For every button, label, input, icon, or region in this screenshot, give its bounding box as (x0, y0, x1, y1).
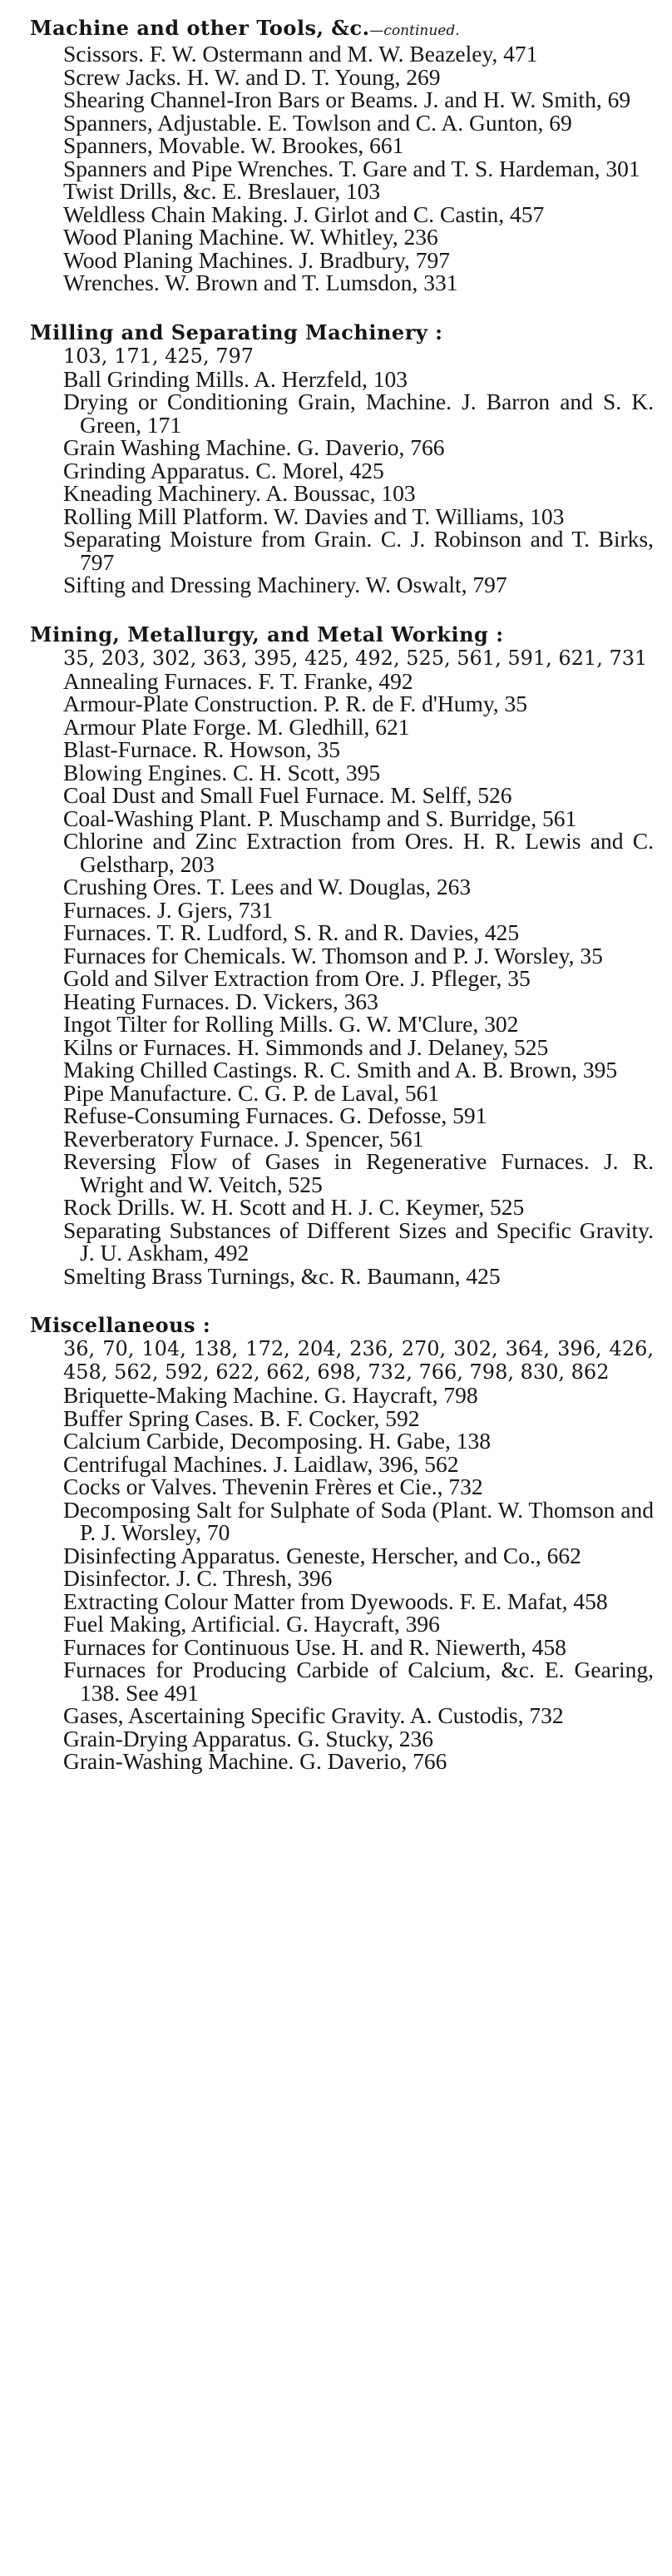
index-entry: Scissors. F. W. Ostermann and M. W. Beazeley, 471 (63, 41, 538, 67)
section-heading-text: Machine and other Tools, &c. (30, 16, 370, 40)
section-page-refs: 35, 203, 302, 363, 395, 425, 492, 525, 561, 591, 621, 731 (63, 646, 648, 670)
index-entry: Shearing Channel-Iron Bars or Beams. J. and H. W. Smith, 69 (63, 87, 631, 112)
index-entry: Screw Jacks. H. W. and D. T. Young, 269 (63, 63, 441, 90)
section-page-refs: 36, 70, 104, 138, 172, 204, 236, 270, 302, 364, 396, 426, 458, 562, 592, 622, 662, 698, 732, 766, 798, 830, 862 (63, 1337, 654, 1384)
index-entry: Making Chilled Castings. R. C. Smith and A. B. Brown, 395 (63, 1057, 618, 1082)
index-entry: Blast-Furnace. R. Howson, 35 (63, 736, 341, 762)
section-heading-text: Mining, Metallurgy, and Metal Working : (30, 622, 504, 646)
section-page-refs: 103, 171, 425, 797 (63, 344, 254, 368)
index-entry: Crushing Ores. T. Lees and W. Douglas, 263 (63, 874, 472, 899)
index-entry: Armour-Plate Construction. P. R. de F. d'Humy, 35 (63, 691, 528, 716)
index-entry: Centrifugal Machines. J. Laidlaw, 396, 562 (63, 1450, 459, 1477)
index-section (30, 17, 654, 295)
index-entry: Spanners, Movable. W. Brookes, 661 (63, 132, 404, 158)
index-entry: Coal Dust and Small Fuel Furnace. M. Selff, 526 (63, 782, 512, 808)
section-gap (30, 1287, 654, 1314)
index-entry: Coal-Washing Plant. P. Muschamp and S. Burridge, 561 (63, 805, 577, 831)
index-entry: Chlorine and Zinc Extraction from Ores. H. R. Lewis and C. Gelstharp, 203 (63, 828, 654, 877)
section-heading-text: Miscellaneous : (30, 1313, 211, 1337)
index-entry: Cocks or Valves. Thevenin Frères et Cie., 732 (63, 1474, 483, 1499)
index-entry: Rock Drills. W. H. Scott and H. J. C. Keymer, 525 (63, 1194, 525, 1220)
index-entry: Rolling Mill Platform. W. Davies and T. Williams, 103 (63, 503, 565, 529)
index-entry: Grinding Apparatus. C. Morel, 425 (63, 457, 384, 483)
index-entry: Sifting and Dressing Machinery. W. Oswalt, 797 (63, 572, 507, 597)
index-section (30, 1287, 654, 1773)
index-entry: Reversing Flow of Gases in Regenerative Furnaces. J. R. Wright and W. Veitch, 525 (63, 1148, 654, 1197)
section-heading (30, 1314, 654, 1337)
index-entry: Refuse-Consuming Furnaces. G. Defosse, 591 (63, 1102, 487, 1128)
index-section (30, 295, 654, 597)
index-entry: Armour Plate Forge. M. Gledhill, 621 (63, 713, 410, 740)
index-entry: Spanners, Adjustable. E. Towlson and C. A. Gunton, 69 (63, 109, 572, 136)
index-entry: Furnaces for Chemicals. W. Thomson and P. J. Worsley, 35 (63, 942, 603, 968)
index-entry: Grain-Drying Apparatus. G. Stucky, 236 (63, 1725, 434, 1751)
index-entry: Furnaces. T. R. Ludford, S. R. and R. Davies, 425 (63, 919, 520, 945)
index-entry: Heating Furnaces. D. Vickers, 363 (63, 988, 378, 1014)
index-entry: Separating Moisture from Grain. C. J. Robinson and T. Birks, 797 (63, 526, 654, 575)
index-entry: Reverberatory Furnace. J. Spencer, 561 (63, 1125, 424, 1152)
index-entry: Weldless Chain Making. J. Girlot and C. Castin, 457 (63, 201, 545, 227)
section-gap (30, 295, 654, 321)
index-entry: Grain-Washing Machine. G. Daverio, 766 (63, 1748, 447, 1774)
index-entry: Blowing Engines. C. H. Scott, 395 (63, 759, 381, 785)
section-heading (30, 321, 654, 344)
index-entry: Ball Grinding Mills. A. Herzfeld, 103 (63, 365, 408, 392)
index-entry: Separating Substances of Different Sizes and Specific Gravity. J. U. Askham, 492 (63, 1216, 654, 1266)
index-entry: Disinfector. J. C. Thresh, 396 (63, 1565, 333, 1591)
continued-label: —continued. (369, 22, 460, 39)
index-entry: Kneading Machinery. A. Boussac, 103 (63, 480, 416, 506)
index-entry: Wood Planing Machine. W. Whitley, 236 (63, 224, 438, 250)
index-entry: Fuel Making, Artificial. G. Haycraft, 396 (63, 1611, 440, 1637)
index-entry: Wood Planing Machines. J. Bradbury, 797 (63, 246, 450, 273)
index-entry: Ingot Tilter for Rolling Mills. G. W. M'Clure, 302 (63, 1011, 519, 1037)
index-entry: Smelting Brass Turnings, &c. R. Baumann, 425 (63, 1262, 501, 1289)
index-entry: Decomposing Salt for Sulphate of Soda (Plant. W. Thomson and P. J. Worsley, 70 (63, 1496, 654, 1545)
index-entry: Annealing Furnaces. F. T. Franke, 492 (63, 667, 413, 694)
section-heading (30, 623, 654, 646)
section-gap (30, 597, 654, 623)
section-heading (30, 17, 654, 42)
index-entry: Wrenches. W. Brown and T. Lumsdon, 331 (63, 270, 458, 295)
index-entry: Extracting Colour Matter from Dyewoods. F. E. Mafat, 458 (63, 1588, 608, 1614)
index-entry: Pipe Manufacture. C. G. P. de Laval, 561 (63, 1079, 440, 1106)
index-entry: Spanners and Pipe Wrenches. T. Gare and T. S. Hardeman, 301 (63, 155, 640, 181)
index-entry: Kilns or Furnaces. H. Simmonds and J. Delaney, 525 (63, 1033, 549, 1060)
index-entry: Gold and Silver Extraction from Ore. J. Pfleger, 35 (63, 965, 531, 991)
index-entry: Furnaces for Continuous Use. H. and R. Niewerth, 458 (63, 1633, 566, 1660)
index-section (30, 597, 654, 1288)
index-entry: Furnaces for Producing Carbide of Calcium, &c. E. Gearing, 138. See 491 (63, 1657, 654, 1706)
index-entry: Buffer Spring Cases. B. F. Cocker, 592 (63, 1404, 420, 1431)
index-entry: Furnaces. J. Gjers, 731 (63, 896, 274, 923)
index-entry: Calcium Carbide, Decomposing. H. Gabe, 138 (63, 1428, 491, 1454)
index-entry: Briquette-Making Machine. G. Haycraft, 798 (63, 1382, 478, 1408)
index-entry: Gases, Ascertaining Specific Gravity. A. Custodis, 732 (63, 1702, 564, 1728)
index-entry: Drying or Conditioning Grain, Machine. J. Barron and S. K. Green, 171 (63, 389, 654, 438)
index-entry: Disinfecting Apparatus. Geneste, Herscher, and Co., 662 (63, 1542, 581, 1568)
index-entry: Grain Washing Machine. G. Daverio, 766 (63, 434, 445, 460)
section-heading-text: Milling and Separating Machinery : (30, 320, 443, 344)
index-entry: Twist Drills, &c. E. Breslauer, 103 (63, 178, 381, 204)
